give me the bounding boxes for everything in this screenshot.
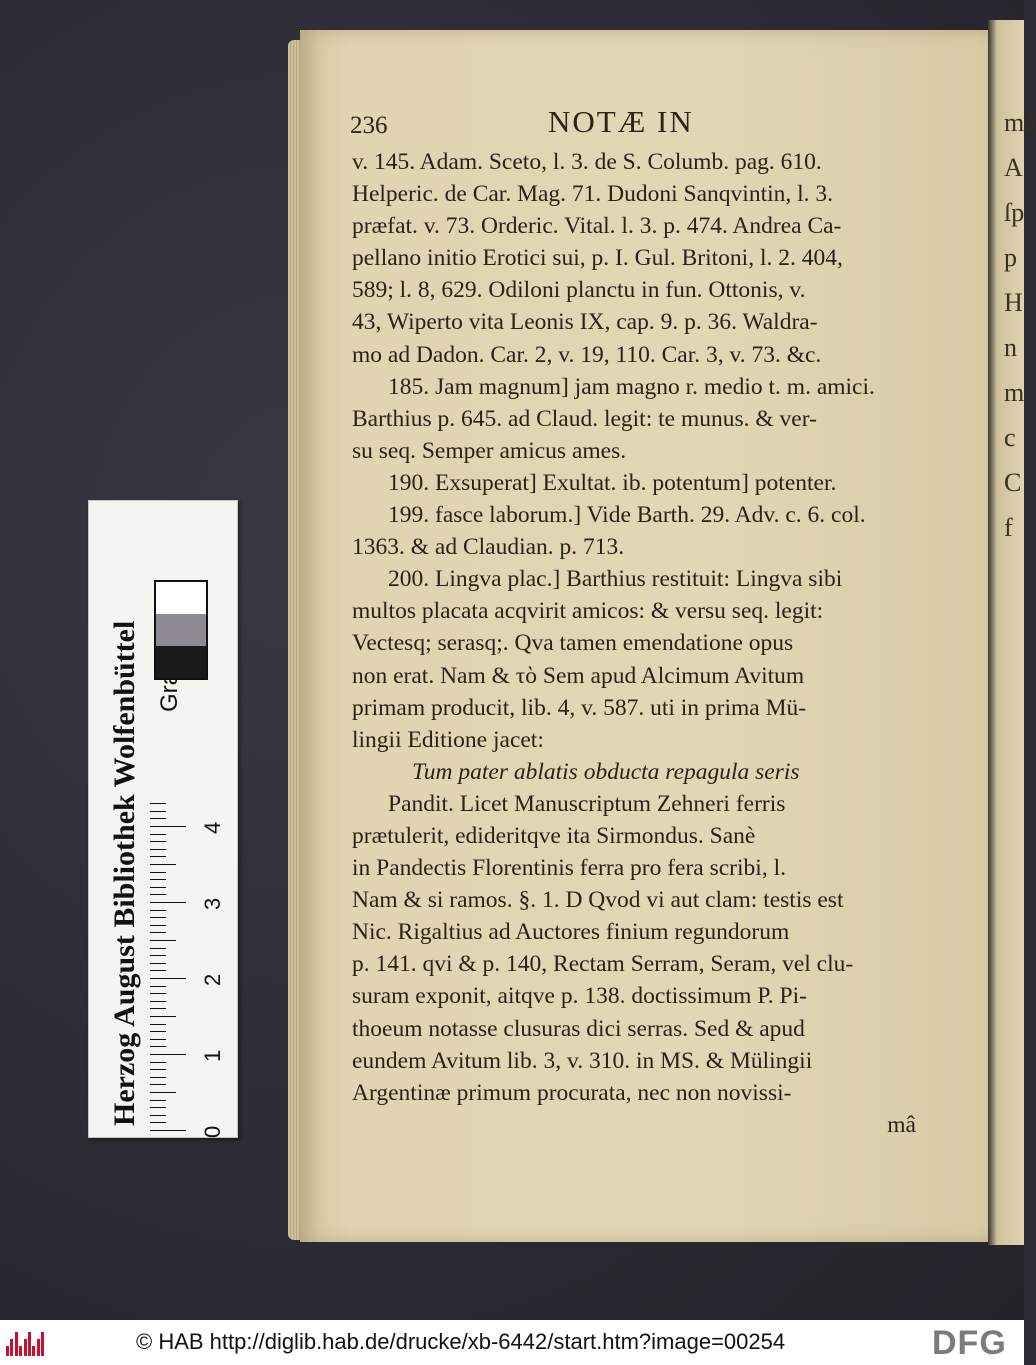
facing-page-letter: C bbox=[1004, 468, 1022, 497]
facing-page-letter: m bbox=[1004, 378, 1025, 407]
ruler-tick bbox=[150, 1008, 166, 1009]
ruler-tick bbox=[150, 1024, 166, 1025]
ruler-tick bbox=[150, 872, 166, 873]
ruler-tick bbox=[150, 963, 166, 964]
text-line: Argentinæ primum procurata, nec non novissi- bbox=[352, 1079, 792, 1106]
ruler-tick bbox=[150, 917, 166, 918]
page-number: 236 bbox=[350, 112, 388, 139]
text-line: non erat. Nam & τὸ Sem apud Alcimum Avitum bbox=[352, 662, 805, 689]
running-title: NOTÆ IN bbox=[548, 104, 694, 139]
text-line: suram exponit, aitqve p. 138. doctissimum P. Pi- bbox=[352, 983, 807, 1010]
ruler-tick bbox=[150, 803, 166, 804]
gray-scale-patches bbox=[154, 580, 208, 680]
text-line: in Pandectis Florentinis ferra pro fera scribi, l. bbox=[352, 855, 786, 882]
ruler-tick bbox=[150, 1122, 166, 1123]
text-line: su seq. Semper amicus ames. bbox=[352, 437, 627, 464]
ruler-tick bbox=[150, 887, 166, 888]
ruler-tick bbox=[150, 1054, 186, 1055]
ruler-tick bbox=[150, 818, 166, 819]
text-line: Tum pater ablatis obducta repagula seris bbox=[412, 758, 800, 785]
ruler-number: 0 bbox=[200, 1125, 225, 1138]
ruler-tick bbox=[150, 849, 166, 850]
gray-patch bbox=[156, 582, 206, 614]
ruler-tick bbox=[150, 1084, 166, 1085]
ruler-tick bbox=[150, 910, 166, 911]
dfg-logo: DFG bbox=[932, 1324, 1007, 1362]
text-line: thoeum notasse clusuras dici serras. Sed & apud bbox=[352, 1015, 805, 1042]
text-line: mâ bbox=[887, 1111, 916, 1138]
ruler-number: 4 bbox=[200, 821, 225, 834]
facing-page-letter: n bbox=[1004, 333, 1017, 362]
text-line: 200. Lingva plac.] Barthius restituit: Lingva sibi bbox=[388, 566, 843, 593]
facing-page-letter: H bbox=[1004, 288, 1023, 317]
ruler-tick bbox=[150, 1092, 176, 1093]
ruler-tick bbox=[150, 1107, 166, 1108]
running-head bbox=[350, 104, 950, 144]
facing-page-letter: ſp bbox=[1004, 198, 1025, 227]
facing-page-letter: A bbox=[1004, 153, 1023, 182]
facing-page-letter: c bbox=[1004, 423, 1016, 452]
facing-page-text bbox=[1004, 100, 1036, 550]
text-line: 199. fasce laborum.] Vide Barth. 29. Adv. c. 6. col. bbox=[388, 502, 866, 529]
text-line: primam producit, lib. 4, v. 587. uti in prima Mü- bbox=[352, 694, 807, 721]
text-line: prætulerit, edideritqve ita Sirmondus. Sanè bbox=[352, 822, 756, 849]
ruler-tick bbox=[150, 1077, 166, 1078]
ruler-tick bbox=[150, 1031, 166, 1032]
ruler-tick bbox=[150, 1039, 166, 1040]
text-line: p. 141. qvi & p. 140, Rectam Serram, Seram, vel clu- bbox=[352, 951, 854, 978]
ruler-tick bbox=[150, 970, 166, 971]
text-line: Nam & si ramos. §. 1. D Qvod vi aut clam: testis est bbox=[352, 887, 844, 914]
ruler-number: 1 bbox=[200, 1049, 225, 1062]
ruler-tick bbox=[150, 856, 166, 857]
text-line: mo ad Dadon. Car. 2, v. 19, 110. Car. 3, v. 73. &c. bbox=[352, 341, 822, 368]
ruler-tick bbox=[150, 978, 186, 979]
ruler-tick bbox=[150, 902, 186, 903]
ruler-tick bbox=[150, 932, 166, 933]
ruler-number: 3 bbox=[200, 897, 225, 910]
ruler-tick bbox=[150, 925, 166, 926]
ruler-organization-label: Herzog August Bibliothek Wolfenbüttel bbox=[108, 620, 141, 1126]
text-line: eundem Avitum lib. 3, v. 310. in MS. & Mülingii bbox=[352, 1047, 813, 1074]
ruler-tick bbox=[150, 1115, 166, 1116]
footer-bar bbox=[0, 1320, 1024, 1365]
ruler-tick bbox=[150, 864, 176, 865]
ruler-tick bbox=[150, 1016, 176, 1017]
ruler-tick bbox=[150, 1001, 166, 1002]
ruler-tick bbox=[150, 1062, 166, 1063]
text-line: præfat. v. 73. Orderic. Vital. l. 3. p. 474. Andrea Ca- bbox=[352, 213, 842, 240]
ruler-tick bbox=[150, 826, 186, 827]
text-line: 1363. & ad Claudian. p. 713. bbox=[352, 534, 625, 561]
ruler-tick bbox=[150, 1100, 166, 1101]
ruler-ticks bbox=[150, 800, 210, 1130]
text-line: 43, Wiperto vita Leonis IX, cap. 9. p. 36. Waldra- bbox=[352, 309, 818, 336]
text-line: Vectesq; serasq;. Qva tamen emendatione opus bbox=[352, 630, 794, 657]
gray-patch bbox=[156, 614, 206, 646]
ruler-tick bbox=[150, 1130, 186, 1131]
ruler-tick bbox=[150, 955, 166, 956]
ruler-tick bbox=[150, 1046, 166, 1047]
text-line: Helperic. de Car. Mag. 71. Dudoni Sanqvintin, l. 3. bbox=[352, 181, 834, 208]
text-line: pellano initio Erotici sui, p. I. Gul. Britoni, l. 2. 404, bbox=[352, 245, 843, 272]
ruler-tick bbox=[150, 1069, 166, 1070]
text-line: 185. Jam magnum] jam magno r. medio t. m. amici. bbox=[388, 373, 875, 400]
ruler-tick bbox=[150, 879, 166, 880]
ruler-tick bbox=[150, 940, 176, 941]
text-line: 589; l. 8, 629. Odiloni planctu in fun. Ottonis, v. bbox=[352, 277, 806, 304]
ruler-tick bbox=[150, 894, 166, 895]
facing-page-letter: f bbox=[1004, 513, 1013, 542]
text-line: 190. Exsuperat] Exultat. ib. potentum] potenter. bbox=[388, 469, 837, 496]
ruler-tick bbox=[150, 811, 166, 812]
text-body bbox=[352, 146, 952, 1141]
text-line: multos placata acqvirit amicos: & versu seq. legit: bbox=[352, 598, 824, 625]
facing-page-letter: mâ bbox=[1004, 108, 1036, 137]
ruler-tick bbox=[150, 993, 166, 994]
text-line: v. 145. Adam. Sceto, l. 3. de S. Columb. pag. 610. bbox=[352, 149, 822, 175]
text-line: Barthius p. 645. ad Claud. legit: te munus. & ver- bbox=[352, 405, 817, 432]
gray-patch bbox=[156, 646, 206, 678]
text-line: lingii Editione jacet: bbox=[352, 726, 544, 753]
ruler-tick bbox=[150, 841, 166, 842]
ruler-tick bbox=[150, 948, 166, 949]
ruler-number: 2 bbox=[200, 973, 225, 986]
ruler-tick bbox=[150, 986, 166, 987]
footer-url[interactable]: © HAB http://diglib.hab.de/drucke/xb-6442/start.htm?image=00254 bbox=[136, 1329, 786, 1354]
text-line: Nic. Rigaltius ad Auctores finium regundorum bbox=[352, 919, 790, 946]
hab-logo-icon bbox=[6, 1330, 46, 1356]
ruler-tick bbox=[150, 834, 166, 835]
facing-page-letter: p bbox=[1004, 243, 1017, 272]
text-line: Pandit. Licet Manuscriptum Zehneri ferris bbox=[388, 790, 786, 817]
